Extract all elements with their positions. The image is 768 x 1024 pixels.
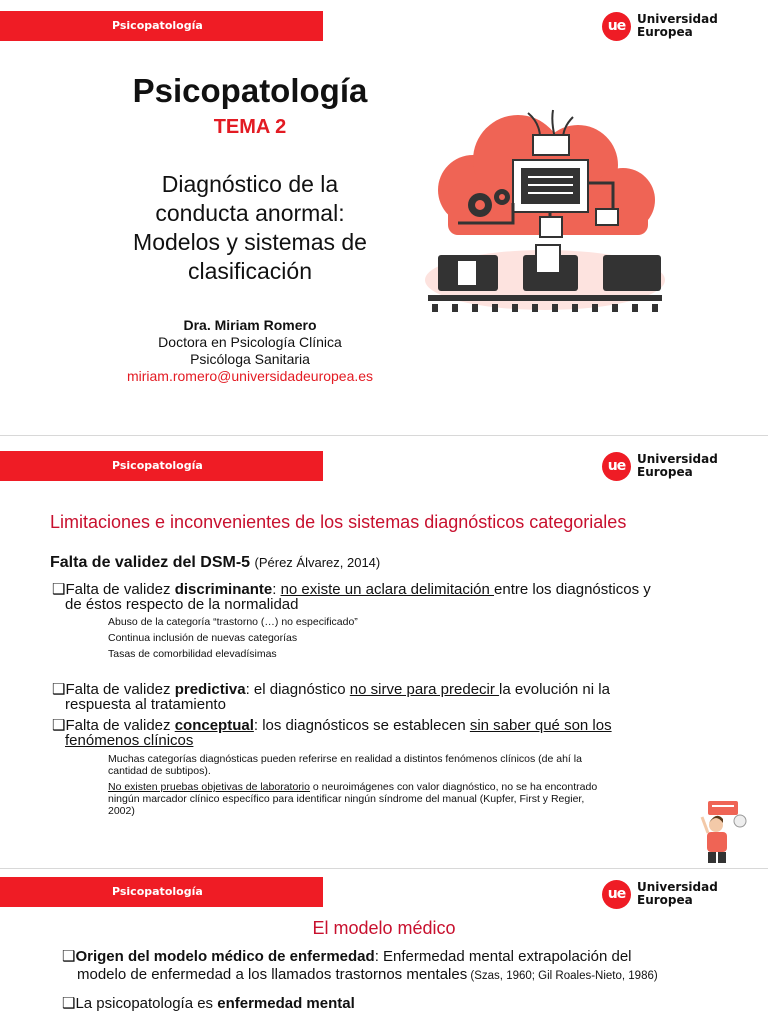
university-logo	[602, 452, 722, 482]
bullet-text: Falta de validez	[65, 717, 175, 734]
bullet-bold: discriminante	[174, 581, 273, 598]
author-role: Psicóloga Sanitaria	[190, 351, 310, 367]
subtitle-line: clasificación	[188, 258, 312, 284]
author-name: Dra. Miriam Romero	[183, 317, 317, 333]
bullet-underlined: sin saber qué son los	[469, 717, 612, 734]
sub-bullet: o neuroimágenes con valor diagnóstico, no se ha encontrado	[309, 781, 598, 793]
logo-line-1: Universidad	[637, 880, 718, 894]
slide-divider	[0, 435, 768, 436]
header-band	[0, 11, 323, 41]
logo-badge: ue	[602, 12, 631, 41]
sub-bullet: Muchas categorías diagnósticas pueden referirse en realidad a distintos fenómenos clínicos (de ahí la	[108, 753, 582, 765]
bullet-line-2: modelo de enfermedad a los llamados trastornos mentales	[77, 966, 468, 983]
bullet-line-2: de éstos respecto de la normalidad	[65, 596, 299, 613]
subtitle-line: Modelos y sistemas de	[133, 229, 367, 255]
header-band	[0, 877, 323, 907]
bullet-line-2: fenómenos clínicos	[65, 732, 194, 749]
bullet-bold: Origen del modelo médico de enfermedad	[75, 948, 375, 965]
slide-title	[0, 0, 768, 430]
cloud-computing-illustration-icon	[418, 105, 672, 317]
tema-label: TEMA 2	[213, 116, 287, 138]
subtitle-line: conducta anormal:	[155, 200, 345, 226]
bullet-bold: enfermedad mental	[217, 995, 355, 1012]
checkbox-bullet-icon: ❑	[52, 717, 66, 734]
header-band	[0, 451, 323, 481]
bullet-origen	[62, 948, 742, 985]
logo-line-1: Universidad	[637, 452, 718, 466]
logo-text	[637, 881, 718, 907]
sub-bullet-cont: ningún marcador clínico específico para identificar ningún síndrome del manual (Kupfer, First y Regier,	[108, 793, 585, 805]
checkbox-bullet-icon: ❑	[62, 948, 76, 965]
logo-line-2: Europea	[637, 25, 693, 39]
bullet-predictiva	[52, 682, 702, 712]
section-title-text: Falta de validez del DSM-5	[50, 554, 251, 571]
bullet-bold: predictiva	[174, 681, 246, 698]
bullet-text: Falta de validez	[65, 581, 175, 598]
bullet-underlined: no existe un aclara delimitación	[280, 581, 495, 598]
bullet-text: Falta de validez	[65, 681, 175, 698]
author-email-link[interactable]: miriam.romero@universidadeuropea.es	[126, 368, 374, 384]
checkbox-bullet-icon: ❑	[52, 581, 66, 598]
bullet-text: la evolución ni la	[499, 681, 610, 698]
logo-line-2: Europea	[637, 465, 693, 479]
university-logo	[602, 880, 722, 910]
sub-bullet: Continua inclusión de nuevas categorías	[108, 632, 298, 644]
bullet-line-2: respuesta al tratamiento	[65, 696, 226, 713]
page-title: Psicopatología	[132, 72, 368, 109]
slide-divider	[0, 868, 768, 869]
bullet-text: : los diagnósticos se establecen	[253, 717, 470, 734]
logo-text	[637, 13, 718, 39]
checkbox-bullet-icon: ❑	[52, 681, 66, 698]
header-band-label: Psicopatología	[112, 885, 203, 898]
header-band-label: Psicopatología	[112, 19, 203, 32]
slide-heading: El modelo médico	[312, 918, 456, 938]
bullet-enfermedad-mental	[62, 994, 742, 1012]
university-logo	[602, 12, 722, 42]
subtitle-line: Diagnóstico de la	[161, 171, 339, 197]
section-citation: (Pérez Álvarez, 2014)	[254, 555, 381, 570]
bullet-citation: (Szas, 1960; Gil Roales-Nieto, 1986)	[467, 970, 658, 982]
slide-medical-model	[0, 872, 768, 1024]
bullet-bold: conceptual	[174, 717, 254, 734]
bullet-text: La psicopatología es	[75, 995, 218, 1012]
logo-badge: ue	[602, 452, 631, 481]
bullet-discriminante	[52, 582, 702, 612]
sub-bullet-underlined: No existen pruebas objetivas de laboratorio	[108, 781, 310, 793]
bullet-text: :	[272, 581, 281, 598]
subtitle	[40, 170, 460, 286]
slide-heading: Limitaciones e inconvenientes de los sistemas diagnósticos categoriales	[50, 512, 627, 532]
bullet-text: entre los diagnósticos y	[494, 581, 651, 598]
bullet-text: : el diagnóstico	[245, 681, 350, 698]
logo-line-2: Europea	[637, 893, 693, 907]
logo-line-1: Universidad	[637, 12, 718, 26]
author-block	[40, 317, 460, 385]
section-title	[50, 554, 380, 572]
bullet-conceptual	[52, 718, 702, 748]
sub-bullets-conceptual	[108, 753, 698, 817]
author-degree: Doctora en Psicología Clínica	[158, 334, 342, 350]
sub-bullet-cont: cantidad de subtipos).	[108, 765, 211, 777]
sub-bullets	[108, 616, 668, 660]
checkbox-bullet-icon: ❑	[62, 995, 76, 1012]
presenter-girl-icon	[694, 799, 750, 865]
header-band-label: Psicopatología	[112, 459, 203, 472]
bullet-text: : Enfermedad mental extrapolación del	[374, 948, 632, 965]
bullet-underlined: no sirve para predecir	[349, 681, 500, 698]
logo-text	[637, 453, 718, 479]
sub-bullet: Abuso de la categoría “trastorno (…) no especificado”	[108, 616, 358, 628]
slide-limitations	[0, 440, 768, 865]
sub-bullet: Tasas de comorbilidad elevadísimas	[108, 648, 277, 660]
logo-badge: ue	[602, 880, 631, 909]
sub-bullet-cont: 2002)	[108, 805, 135, 817]
